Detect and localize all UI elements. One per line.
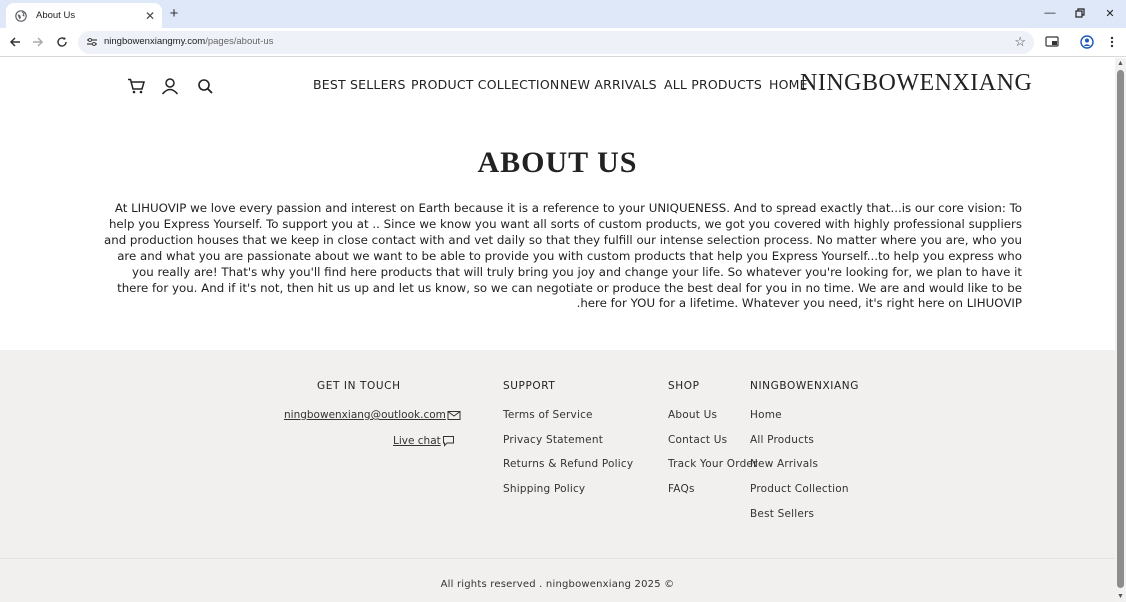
minimize-icon[interactable]: — — [1044, 7, 1056, 19]
footer-link-all-products[interactable]: All Products — [750, 434, 815, 446]
browser-toolbar — [0, 28, 1126, 57]
footer-link-faqs[interactable]: FAQs — [668, 483, 695, 495]
web-page — [0, 58, 1115, 602]
site-logo[interactable]: NINGBOWENXIANG — [800, 70, 1033, 96]
footer-email-link[interactable] — [284, 409, 461, 421]
footer-link-terms[interactable]: Terms of Service — [503, 409, 593, 421]
footer-link-about-us[interactable]: About Us — [668, 409, 718, 421]
nav-product-collection[interactable]: PRODUCT COLLECTION — [411, 77, 560, 92]
footer-link-track-order[interactable]: Track Your Order — [668, 458, 758, 470]
menu-dots-icon[interactable] — [1104, 34, 1120, 50]
globe-icon — [15, 10, 27, 22]
footer-heading-support: SUPPORT — [503, 380, 556, 392]
footer-link-privacy[interactable]: Privacy Statement — [503, 434, 604, 446]
page-scrollbar[interactable] — [1115, 58, 1126, 602]
cart-icon[interactable] — [126, 76, 146, 96]
restore-icon[interactable] — [1066, 4, 1094, 22]
footer-link-new-arrivals[interactable]: New Arrivals — [750, 458, 819, 470]
address-bar[interactable] — [78, 31, 1034, 54]
footer-heading-brand: NINGBOWENXIANG — [750, 380, 859, 392]
url-host: ningbowenxiangmy.com — [104, 36, 206, 47]
email-text[interactable]: ningbowenxiang@outlook.com — [284, 409, 446, 421]
media-controls-icon[interactable] — [1044, 34, 1060, 50]
url-text — [104, 36, 273, 47]
footer-link-product-collection[interactable]: Product Collection — [750, 483, 849, 495]
mail-icon — [447, 410, 461, 421]
copyright-text: All rights reserved . ningbowenxiang 2025 © — [440, 579, 675, 590]
close-window-icon[interactable]: ✕ — [1105, 7, 1115, 20]
footer-live-chat-link[interactable] — [393, 435, 455, 447]
chat-bubble-icon — [442, 435, 455, 447]
browser-tab-strip — [0, 0, 1126, 28]
tab-title: About Us — [36, 10, 76, 21]
footer-link-contact-us[interactable]: Contact Us — [668, 434, 728, 446]
footer-link-home[interactable]: Home — [750, 409, 782, 421]
footer-link-best-sellers[interactable]: Best Sellers — [750, 508, 815, 520]
new-tab-icon[interactable]: + — [169, 4, 179, 22]
reload-icon[interactable] — [52, 32, 72, 52]
close-tab-icon[interactable]: ✕ — [144, 8, 156, 23]
bookmark-star-icon[interactable]: ☆ — [1014, 34, 1026, 49]
nav-all-products[interactable]: ALL PRODUCTS — [664, 77, 762, 92]
footer-heading-get-in-touch: GET IN TOUCH — [317, 380, 401, 392]
about-paragraph: At LIHUOVIP we love every passion and interest on Earth because it is a reference to your UNIQUENESS. And to spread exactly that...is our core vision: To help you Express Yourself. To support you at .. Since we know you want all sorts of custom products, we got you covered with highly professional suppliers and production houses that we keep in close contact with and vet daily so that they fulfill our intense selection process. No matter where you are, who you are and what you are passionate about we want to be able to provide you with custom products that help you Express Yourself...to help you express who you really are! That's why you'll find here products that will truly bring you joy and change your life. So whatever you're looking for, we plan to have it there for you. And if it's not, then hit us up and let us know, so we can negotiate or produce the best deal for you in no time. We are and would like to be here for YOU for a lifetime. Whatever you need, it's right here on LIHUOVIP. — [103, 201, 1022, 311]
nav-home[interactable]: HOME — [769, 77, 808, 92]
account-icon[interactable] — [160, 76, 180, 96]
site-info-icon[interactable] — [86, 36, 98, 48]
profile-icon[interactable] — [1079, 34, 1095, 50]
scroll-up-arrow-icon[interactable]: ▲ — [1117, 60, 1124, 67]
forward-icon[interactable] — [28, 32, 48, 52]
footer-heading-shop: SHOP — [668, 380, 700, 392]
nav-best-sellers[interactable]: BEST SELLERS — [313, 77, 406, 92]
live-chat-text[interactable]: Live chat — [393, 435, 441, 447]
nav-new-arrivals[interactable]: NEW ARRIVALS — [560, 77, 657, 92]
footer-link-shipping[interactable]: Shipping Policy — [503, 483, 586, 495]
footer-link-returns[interactable]: Returns & Refund Policy — [503, 458, 634, 470]
back-icon[interactable] — [5, 32, 25, 52]
page-title: ABOUT US — [477, 146, 638, 179]
scrollbar-thumb[interactable] — [1117, 70, 1124, 588]
url-path: /pages/about-us — [205, 36, 274, 47]
scroll-down-arrow-icon[interactable]: ▼ — [1117, 593, 1124, 600]
footer — [0, 350, 1115, 558]
search-icon[interactable] — [195, 76, 215, 96]
browser-tab-about-us[interactable] — [6, 3, 162, 28]
